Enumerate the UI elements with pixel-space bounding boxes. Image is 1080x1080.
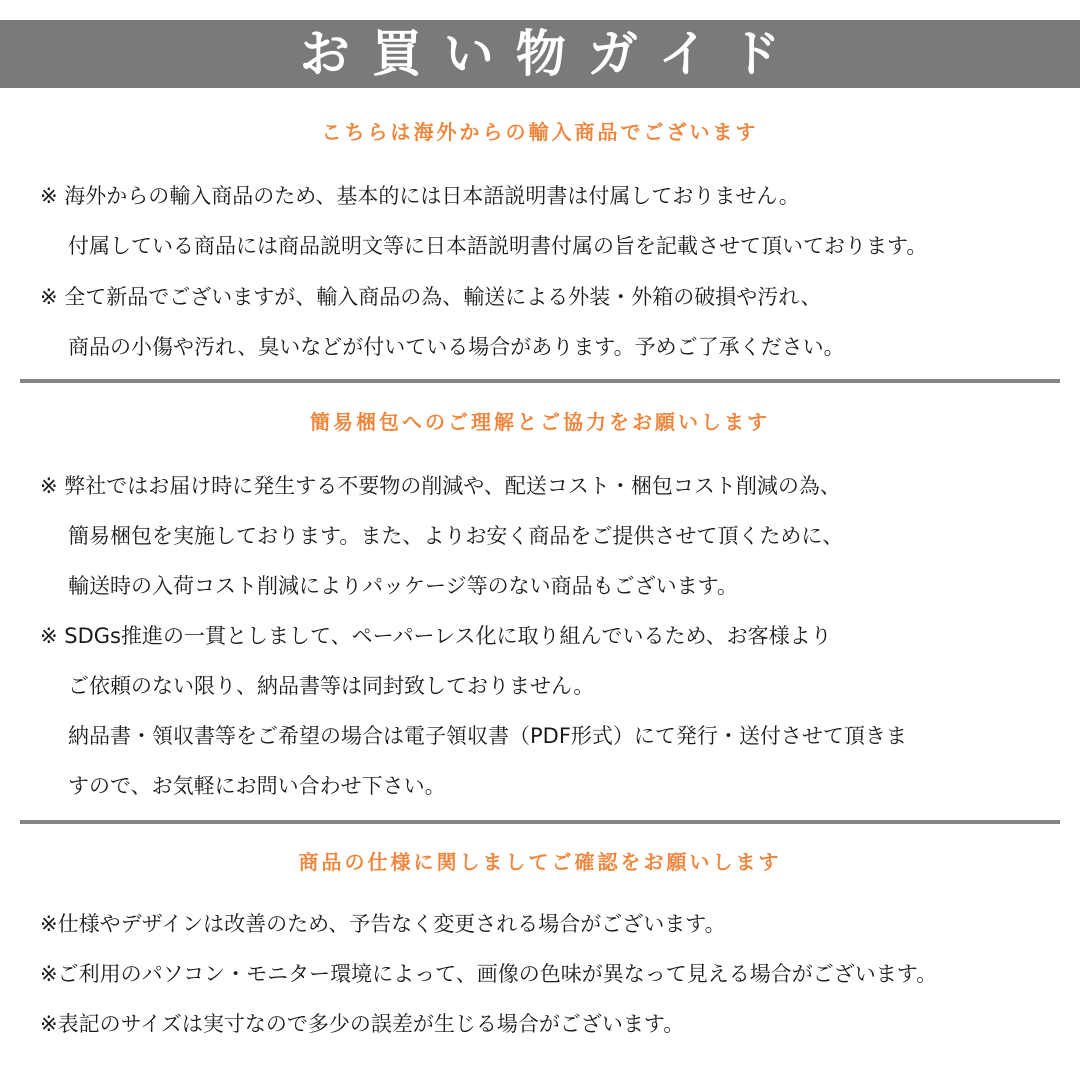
section-divider-2 — [20, 820, 1060, 824]
header-band — [0, 20, 1080, 88]
section-import-line-1: ※ 海外からの輸入商品のため、基本的には日本語説明書は付属しておりません。 — [40, 184, 800, 208]
page-title: お買い物ガイド — [299, 25, 803, 83]
section-import-line-3: ※ 全て新品でございますが、輸入商品の為、輸送による外装・外箱の破損や汚れ、 — [40, 285, 822, 309]
section-title-import: こちらは海外からの輸入商品でございます — [321, 120, 759, 144]
section-packaging-line-1: ※ 弊社ではお届け時に発生する不要物の削減や、配送コスト・梱包コスト削減の為、 — [40, 474, 841, 498]
section-import-line-2: 付属している商品には商品説明文等に日本語説明書付属の旨を記載させて頂いております。 — [68, 234, 928, 258]
section-packaging-line-5: ご依頼のない限り、納品書等は同封致しておりません。 — [68, 674, 595, 698]
section-import-line-4: 商品の小傷や汚れ、臭いなどが付いている場合があります。予めご了承ください。 — [68, 335, 845, 359]
section-spec-line-1: ※仕様やデザインは改善のため、予告なく変更される場合がございます。 — [40, 912, 726, 936]
section-packaging-line-7: すので、お気軽にお問い合わせ下さい。 — [68, 774, 446, 798]
section-title-specifications: 商品の仕様に関しましてご確認をお願いします — [298, 850, 782, 874]
section-packaging-line-6: 納品書・領収書等をご希望の場合は電子領収書（PDF形式）にて発行・送付させて頂きま — [68, 724, 907, 748]
section-title-packaging: 簡易梱包へのご理解とご協力をお願いします — [310, 410, 770, 434]
section-spec-line-3: ※表記のサイズは実寸なので多少の誤差が生じる場合がございます。 — [40, 1012, 685, 1036]
section-spec-line-2: ※ご利用のパソコン・モニター環境によって、画像の色味が異なって見える場合がございます。 — [40, 962, 938, 986]
section-packaging-line-2: 簡易梱包を実施しております。また、よりお安く商品をご提供させて頂くために、 — [68, 524, 844, 548]
section-packaging-line-4: ※ SDGs推進の一貫としまして、ペーパーレス化に取り組んでいるため、お客様より — [40, 624, 832, 648]
section-divider-1 — [20, 379, 1060, 383]
section-packaging-line-3: 輸送時の入荷コスト削減によりパッケージ等のない商品もございます。 — [68, 574, 738, 598]
